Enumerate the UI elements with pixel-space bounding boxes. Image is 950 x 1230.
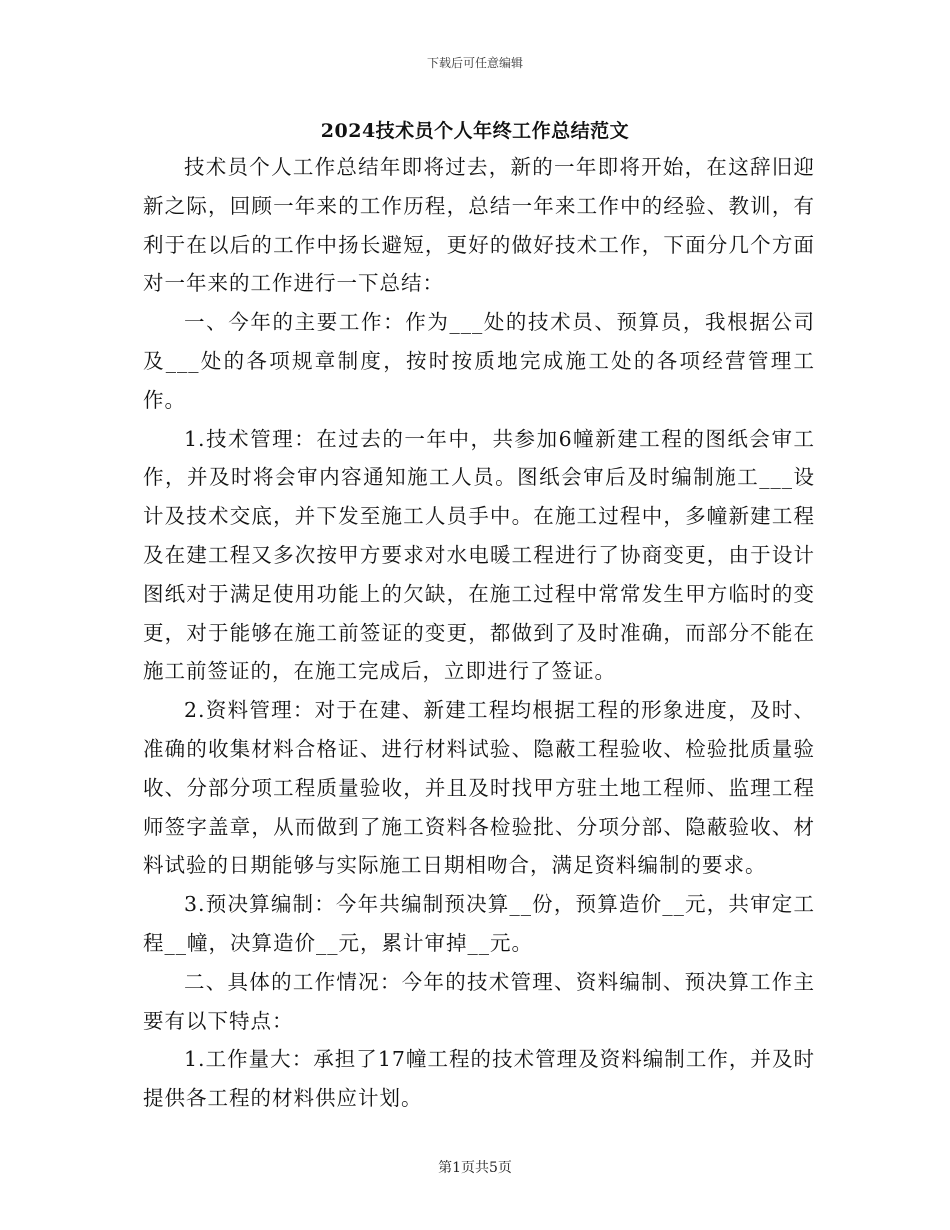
paragraph-technical-management: 1.技术管理：在过去的一年中，共参加6幢新建工程的图纸会审工作，并及时将会审内容通知施工人员。图纸会审后及时编制施工___设计及技术交底，并下发至施工人员手中。在施工过程中，多幢新建工程及在建工程又多次按甲方要求对水电暖工程进行了协商变更，由于设计图纸对于满足使用功能上的欠缺，在施工过程中常常发生甲方临时的变更，对于能够在施工前签证的变更，都做到了及时准确，而部分不能在施工前签证的，在施工完成后，立即进行了签证。 — [143, 426, 815, 684]
paragraph-document-management: 2.资料管理：对于在建、新建工程均根据工程的形象进度，及时、准确的收集材料合格证、进行材料试验、隐蔽工程验收、检验批质量验收、分部分项工程质量验收，并且及时找甲方驻土地工程师、监理工程师签字盖章，从而做到了施工资料各检验批、分项分部、隐蔽验收、材料试验的日期能够与实际施工日期相吻合，满足资料编制的要求。 — [143, 698, 815, 878]
paragraph-main-work: 一、今年的主要工作：作为___处的技术员、预算员，我根据公司及___处的各项规章制度，按时按质地完成施工处的各项经营管理工作。 — [143, 310, 815, 412]
paragraph-intro: 技术员个人工作总结年即将过去，新的一年即将开始，在这辞旧迎新之际，回顾一年来的工作历程，总结一年来工作中的经验、教训，有利于在以后的工作中扬长避短，更好的做好技术工作，下面分几个方面对一年来的工作进行一下总结： — [143, 155, 815, 296]
header-note: 下载后可任意编辑 — [426, 56, 523, 70]
document-title: 2024技术员个人年终工作总结范文 — [320, 120, 630, 142]
paragraph-workload: 1.工作量大：承担了17幢工程的技术管理及资料编制工作，并及时提供各工程的材料供应计划。 — [143, 1047, 815, 1111]
paragraph-work-details: 二、具体的工作情况：今年的技术管理、资料编制、预决算工作主要有以下特点： — [143, 969, 815, 1033]
page-number: 第1页共5页 — [438, 1160, 512, 1176]
paragraph-budget: 3.预决算编制：今年共编制预决算__份，预算造价__元，共审定工程__幢，决算造价__元，累计审掉__元。 — [143, 892, 815, 955]
document-body — [143, 148, 815, 1118]
